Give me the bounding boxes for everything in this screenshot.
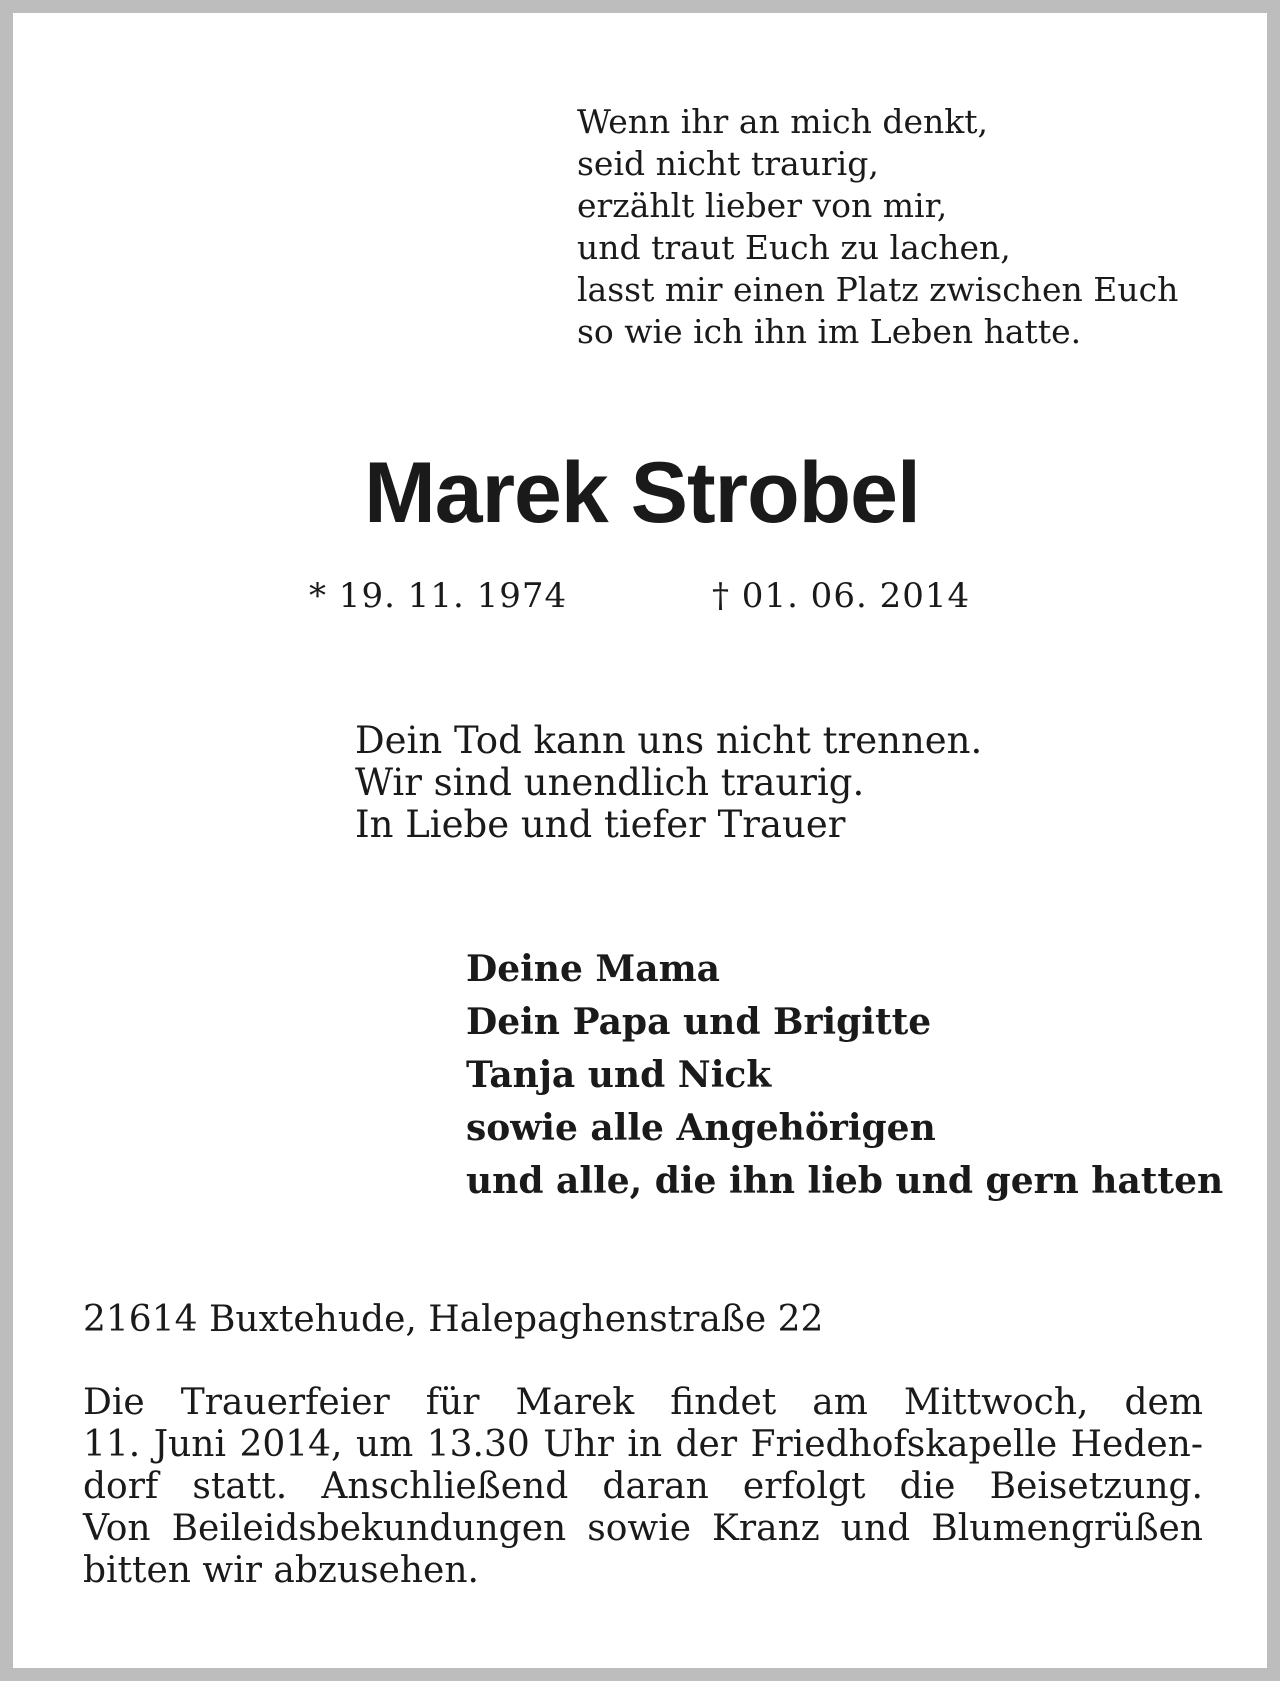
notice-line: Von Beileidsbekundungen sowie Kranz und Blumengrüßen <box>83 1508 1203 1549</box>
birth-date: * 19. 11. 1974 <box>309 576 568 616</box>
mourner: Deine Mama <box>466 948 721 990</box>
poem-line: erzählt lieber von mir, <box>577 186 948 225</box>
poem-line: so wie ich ihn im Leben hatte. <box>577 312 1082 351</box>
mourner: Tanja und Nick <box>466 1054 772 1096</box>
obituary-notice <box>13 13 1267 1668</box>
poem-line: Wenn ihr an mich denkt, <box>577 102 988 141</box>
mourner: sowie alle Angehörigen <box>466 1107 936 1149</box>
deceased-name: Marek Strobel <box>364 445 920 541</box>
mourner: und alle, die ihn lieb und gern hatten <box>466 1160 1224 1202</box>
mourner: Dein Papa und Brigitte <box>466 1001 932 1043</box>
poem-line: und traut Euch zu lachen, <box>577 228 1011 267</box>
poem-line: lasst mir einen Platz zwischen Euch <box>577 270 1179 309</box>
sentence-line: Dein Tod kann uns nicht trennen. <box>355 719 983 762</box>
notice-line: dorf statt. Anschließend daran erfolgt die Beisetzung. <box>83 1466 1203 1507</box>
address: 21614 Buxtehude, Halepaghenstraße 22 <box>83 1299 824 1340</box>
poem-line: seid nicht traurig, <box>577 144 879 183</box>
notice-line: Die Trauerfeier für Marek findet am Mittwoch, dem <box>83 1382 1203 1423</box>
mourners-list <box>466 943 1223 1208</box>
notice-line: 11. Juni 2014, um 13.30 Uhr in der Friedhofskapelle Heden- <box>83 1424 1203 1465</box>
poem <box>577 101 1178 353</box>
notice-line: bitten wir abzusehen. <box>83 1550 479 1591</box>
sentence-line: In Liebe und tiefer Trauer <box>355 803 846 846</box>
sentence-line: Wir sind unendlich traurig. <box>355 761 865 804</box>
death-date: † 01. 06. 2014 <box>712 576 971 616</box>
condolence-sentence <box>355 720 982 846</box>
funeral-notice <box>83 1382 1203 1592</box>
